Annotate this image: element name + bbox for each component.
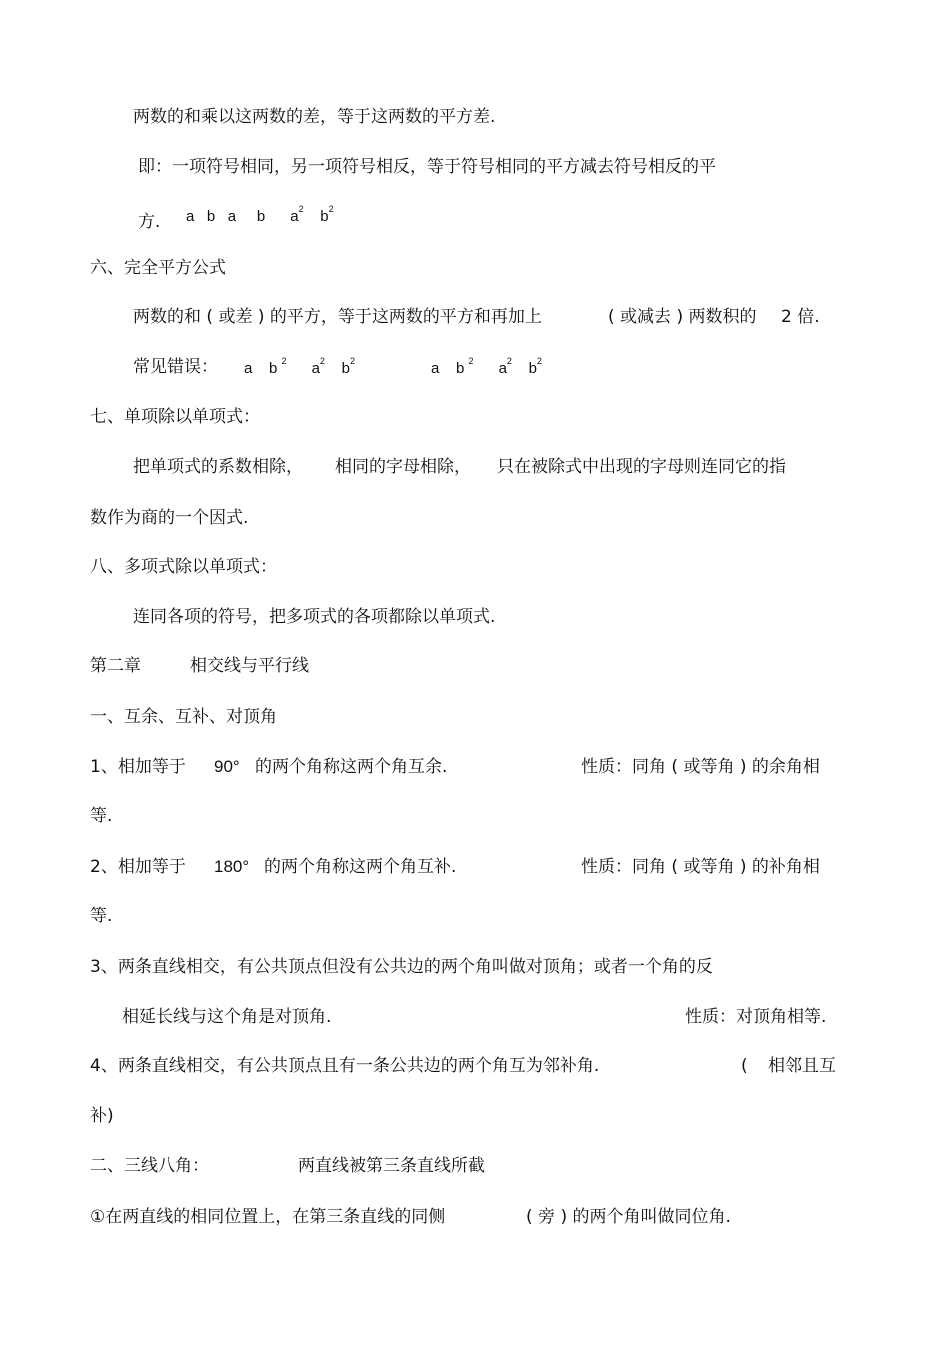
perfect-square-desc-1: 两数的和 ( 或差 ) 的平方，等于这两数的平方和再加上 [133, 307, 542, 327]
item-1-text-a: 1、相加等于 [90, 757, 186, 777]
item-1-property: 性质：同角 ( 或等角 ) 的余角相 [581, 757, 820, 777]
chapter-label: 第二章 [90, 656, 141, 676]
item-2-text-c: 的两个角称这两个角互补. [264, 857, 457, 877]
part-2-heading-desc: 两直线被第三条直线所截 [298, 1156, 485, 1176]
common-error-label: 常见错误： [133, 357, 218, 377]
corresponding-angle-text-a: ①在两直线的相同位置上，在第三条直线的同侧 [90, 1207, 446, 1227]
perfect-square-desc-2: ( 或减去 ) 两数积的 [608, 307, 757, 327]
monomial-division-desc-4: 数作为商的一个因式. [90, 508, 249, 528]
monomial-division-desc-2: 相同的字母相除， [335, 457, 471, 477]
square-difference-explain-end: 方. [138, 212, 161, 232]
section-8-heading: 八、多项式除以单项式： [90, 557, 277, 577]
item-2-property: 性质：同角 ( 或等角 ) 的补角相 [581, 857, 820, 877]
polynomial-division-desc: 连同各项的符号，把多项式的各项都除以单项式. [133, 607, 496, 627]
item-1-text-c: 的两个角称这两个角互余. [255, 757, 448, 777]
item-3-line-1: 3、两条直线相交，有公共顶点但没有公共边的两个角叫做对顶角；或者一个角的反 [90, 957, 713, 977]
item-4-line-1: 4、两条直线相交，有公共顶点且有一条公共边的两个角互为邻补角. [90, 1056, 600, 1076]
section-7-heading: 七、单项除以单项式： [90, 407, 260, 427]
item-4-paren: ( [741, 1056, 748, 1076]
item-4-tail: 相邻且互 [768, 1056, 836, 1076]
monomial-division-desc-3: 只在被除式中出现的字母则连同它的指 [497, 457, 786, 477]
monomial-division-desc-1: 把单项式的系数相除， [133, 457, 303, 477]
part-1-heading: 一、互余、互补、对顶角 [90, 707, 277, 727]
part-2-heading: 二、三线八角： [90, 1156, 209, 1176]
item-1-degree: 90° [214, 757, 240, 776]
square-difference-formula: a b a b $a^2$ $b^2$ [186, 204, 334, 225]
corresponding-angle-text-b: ( 旁 ) 的两个角叫做同位角. [526, 1207, 731, 1227]
square-difference-text: 两数的和乘以这两数的差，等于这两数的平方差. [133, 107, 496, 127]
common-error-formula-1: a b $^2$ $a^2$ $b^2$ [244, 356, 355, 377]
square-difference-explain: 即：一项符号相同，另一项符号相反，等于符号相同的平方减去符号相反的平 [138, 157, 716, 177]
common-error-formula-2: a b $^2$ $a^2$ $b^2$ [431, 356, 542, 377]
chapter-title: 相交线与平行线 [190, 656, 309, 676]
item-3-line-2: 相延长线与这个角是对顶角. [122, 1007, 332, 1027]
perfect-square-desc-3: 2 倍. [781, 307, 820, 327]
item-4-cont: 补) [90, 1106, 114, 1126]
item-2-property-cont: 等. [90, 906, 113, 926]
section-6-heading: 六、完全平方公式 [90, 258, 226, 278]
item-2-degree: 180° [214, 857, 250, 876]
item-3-property: 性质：对顶角相等. [685, 1007, 827, 1027]
item-2-text-a: 2、相加等于 [90, 857, 186, 877]
item-1-property-cont: 等. [90, 806, 113, 826]
